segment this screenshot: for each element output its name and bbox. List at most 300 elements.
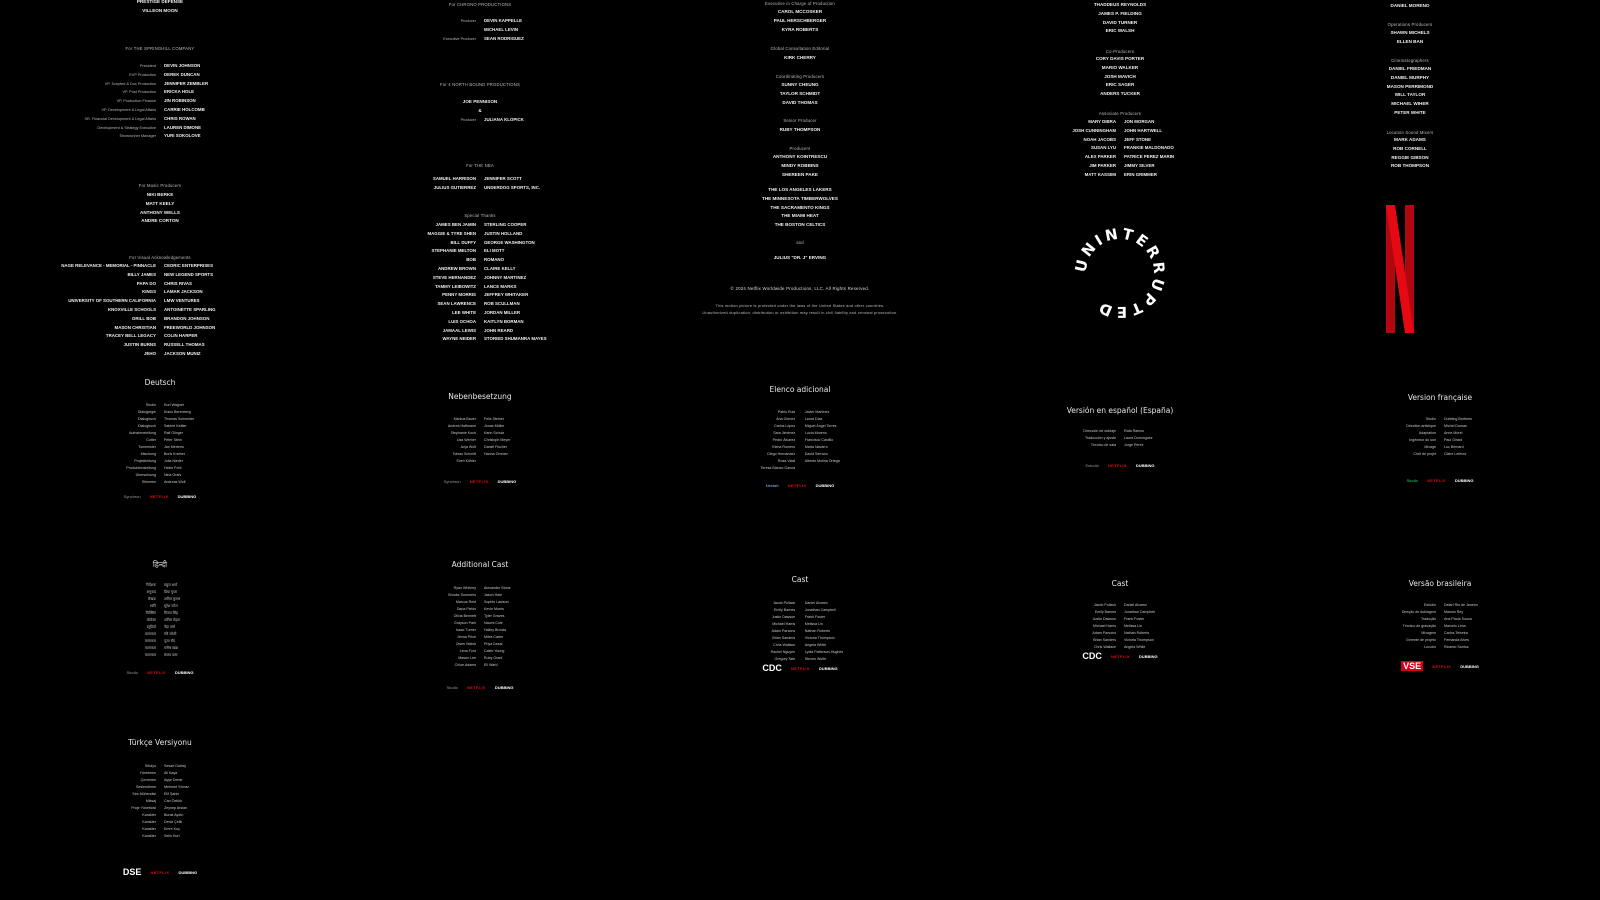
credit-name: Victoria Thompson (1124, 638, 1154, 642)
dub-card-title: Versão brasileira (1408, 579, 1472, 588)
credit-name: Michael Harris (1093, 624, 1116, 628)
credit-name: LEE WHITE (452, 309, 476, 315)
credit-row (60, 132, 260, 141)
dub-row (60, 763, 260, 770)
dub-card-title: Türkçe Versiyonu (128, 738, 192, 747)
dub-row (60, 451, 260, 458)
dub-row (60, 479, 260, 486)
credit-name: Ana Paula Souza (1444, 617, 1472, 621)
credit-row (60, 262, 260, 271)
dub-row (60, 472, 260, 479)
credit-name: SAMUEL HARRISON (432, 176, 476, 181)
credit-name: NAGE RELEVANCE - MEMORIAL - PINNACLE (61, 263, 156, 268)
credit-name: Sara Jiménez (773, 431, 796, 435)
dub-row (680, 437, 920, 444)
dubbing-logo: DUBBING (494, 685, 514, 691)
role: Aufnahmeleitung (129, 431, 156, 435)
dub-row (680, 621, 920, 628)
dub-card-german-cast (380, 392, 580, 502)
studio-logo: Studio (1406, 478, 1418, 484)
credit-name: Laura Domínguez (1124, 436, 1153, 440)
dub-card-title: Deutsch (144, 378, 176, 387)
credit-name: Emre Koç (164, 827, 180, 831)
role: VP, Production Finance (116, 99, 156, 104)
name-list (1330, 2, 1490, 11)
credit-name: Sophie Lawson (484, 600, 509, 604)
name-list (60, 191, 260, 226)
credit-name: MICHAEL WIHER (1391, 101, 1429, 107)
studio-logo: CDC (762, 663, 782, 673)
section-heading: Producers (789, 146, 811, 151)
dub-card-turkish (60, 738, 260, 888)
role: Técnico de sala (1090, 443, 1116, 447)
dub-row (380, 423, 580, 430)
role: Produktionsleitung (126, 466, 156, 470)
credit-row (380, 291, 580, 300)
credit-name: ELI MOTT (484, 248, 505, 254)
credit-row (380, 221, 580, 230)
credit-name: NIKI BERKE (146, 192, 174, 197)
credit-name: Rachel Nguyen (770, 650, 796, 654)
dub-row (1020, 442, 1220, 449)
credit-name: Brian Sanders (1093, 638, 1116, 642)
credit-name: JUSTIN BURNS (123, 342, 156, 348)
dub-row (60, 437, 260, 444)
credit-row (60, 106, 260, 115)
credit-row (60, 315, 260, 324)
credit-name: STERLING COOPER (484, 222, 527, 227)
dub-row (380, 416, 580, 423)
dub-row (680, 423, 920, 430)
dub-row (680, 430, 920, 437)
section-heading: Special Thanks (464, 213, 496, 218)
credit-name: JOHN REARD (484, 327, 514, 333)
credit-name: विजय सिंह (164, 611, 178, 615)
dub-row (680, 465, 920, 472)
uninterrupted-logo (1065, 218, 1175, 328)
credit-name: JOHN HARTWELL (1124, 127, 1163, 133)
role: निर्देशक (145, 583, 156, 587)
credit-name: Ayşe Demir (164, 778, 183, 782)
dub-card-portuguese (1340, 579, 1540, 689)
role: Tradução (1420, 617, 1436, 621)
credit-name: Brian Sanders (772, 636, 796, 640)
credit-name: ERIC SAGER (1105, 82, 1135, 88)
dub-row (380, 585, 580, 592)
dub-row (1020, 616, 1220, 623)
dub-row (380, 444, 580, 451)
credit-name: SHEREEN PAKE (782, 171, 818, 177)
dub-row (380, 620, 580, 627)
credit-name: JAMES BEN JAMIN (435, 222, 476, 227)
credit-name: Jan Mertens (164, 445, 184, 449)
netflix-logo: NETFLIX (149, 494, 169, 500)
credit-rows (60, 262, 260, 359)
credit-name: PENNY MORRIS (442, 292, 476, 298)
dub-row (380, 613, 580, 620)
credit-name: Zeynep Arslan (164, 806, 187, 810)
dub-row (1340, 630, 1540, 637)
role: Mischung (140, 452, 156, 456)
netflix-logo: NETFLIX (150, 869, 170, 875)
role: प्रोजेक्ट (146, 618, 156, 622)
credit-name: Heike Pohl (164, 466, 182, 470)
role: Showrunner Manager (119, 134, 156, 139)
section-heading: Co-Producers (1105, 49, 1135, 54)
credit-name: संजय दास (164, 653, 178, 657)
dubbing-logo: DUBBING (1138, 653, 1158, 659)
netflix-logo: NETFLIX (146, 670, 166, 676)
role: Stimmen (141, 480, 156, 484)
credit-name: COLIN HARPER (164, 333, 198, 339)
dub-row (60, 624, 260, 631)
credit-name: Grayson Park (454, 621, 476, 625)
credit-name: JAMES P. FIELDING (1098, 10, 1142, 16)
dub-logos (380, 685, 580, 690)
studio-logo: CDC (1082, 651, 1102, 661)
dub-row (60, 819, 260, 826)
dub-card-spanish-cast (680, 385, 920, 510)
credit-name: ERICKA HOLE (164, 89, 195, 95)
credit-name: Lena Ford (459, 649, 476, 653)
name-list (1330, 65, 1490, 118)
dub-row (60, 402, 260, 409)
dub-credit-rows (60, 402, 260, 486)
section-heading: For THE SPRINGHILL COMPANY (125, 46, 195, 51)
credit-name: Tobias Schmitt (452, 452, 476, 456)
dub-row (60, 589, 260, 596)
credit-name: Nathan Roberts (1124, 631, 1150, 635)
dub-row (380, 599, 580, 606)
credit-row (1020, 144, 1220, 153)
role: Seslendirme (136, 785, 156, 789)
credit-name: FRANKIE MALDONADO (1124, 145, 1174, 151)
credit-name: DANIEL MORENO (1390, 3, 1430, 8)
section-heading: Global Consultation Editorial (770, 46, 830, 51)
dub-row (1340, 430, 1540, 437)
credit-name: Diego Hernández (767, 452, 796, 456)
credit-name: DEREK DUNCAN (164, 71, 200, 77)
credit-row (60, 341, 260, 350)
credit-row (1020, 171, 1220, 180)
role: Çevirmen (140, 778, 156, 782)
credit-name: Emily Barnes (1094, 610, 1116, 614)
credit-name: Ana Gómez (776, 417, 796, 421)
dub-row (1340, 623, 1540, 630)
credit-name: UNDERDOG SPORTS, INC. (484, 184, 541, 190)
credit-name: प्रिया गुप्ता (164, 590, 178, 594)
credit-name: Miles Carter (484, 635, 504, 639)
dub-row (60, 416, 260, 423)
credit-name: Daniel Fischer (484, 445, 507, 449)
dub-row (680, 444, 920, 451)
credit-name: JUSTIN HOLLAND (484, 230, 523, 236)
dub-card-french (1340, 393, 1540, 503)
credit-name: Pablo Ruiz (777, 410, 796, 414)
studio-logo: Nextart (765, 483, 779, 489)
dub-row (380, 627, 580, 634)
dub-row (60, 826, 260, 833)
role: Karakter (142, 834, 156, 838)
credit-name: CHRIS RIVAS (164, 280, 192, 286)
name-list (1330, 136, 1490, 171)
credit-rows (380, 116, 580, 125)
name-list (680, 254, 920, 263)
credit-name: SEAN RODRIGUEZ (484, 35, 524, 41)
credit-name: Daniel Alvarez (804, 601, 828, 605)
credit-name: THE BOSTON CELTICS (774, 222, 826, 228)
legal-notice-1: This motion picture is protected under the laws of the United States and other countries. (715, 303, 885, 308)
dub-row (680, 656, 920, 663)
credit-name: Caleb Young (484, 649, 505, 653)
credit-name: Lucía Moreno (804, 431, 827, 435)
credit-name: Carlos López (774, 424, 796, 428)
dubbing-logo: DUBBING (174, 670, 194, 676)
credit-name: PAPA DO (136, 280, 156, 286)
role: Übersetzung (135, 473, 156, 477)
credit-name: Marcelo Lima (1444, 624, 1466, 628)
credit-name: Javier Martínez (804, 410, 830, 414)
dub-row (680, 416, 920, 423)
credit-name: अनिल मेहता (164, 618, 181, 622)
credit-name: Pedro Álvarez (772, 438, 796, 442)
credit-name: MICHAEL LEVIN (484, 26, 519, 32)
role: कलाकार (144, 632, 156, 636)
credit-name: Sabine Kettler (164, 424, 187, 428)
credit-name: Emily Barnes (774, 608, 796, 612)
credit-name: ANTHONY WELLS (140, 209, 180, 215)
credit-name: JAMAAL LEWIS (442, 327, 476, 333)
role: EVP Production (129, 72, 156, 77)
credit-row (380, 256, 580, 265)
role: Direction artistique (1406, 424, 1436, 428)
dub-row (1340, 637, 1540, 644)
credit-name: JON MORGAN (1124, 119, 1155, 124)
credit-name: Tyler Graves (484, 614, 505, 618)
credit-name: ANTOINETTE SPARLING (164, 306, 216, 312)
credit-name: Deniz Çelik (164, 820, 183, 824)
credit-name: JOSH CUNNINGHAM (1072, 127, 1116, 133)
credit-name: Alexander Stone (484, 586, 511, 590)
dub-row (60, 777, 260, 784)
credit-name: JOHNNY MARTINEZ (484, 274, 527, 280)
dubbing-logo: DUBBING (1460, 663, 1479, 669)
credit-name: TRACEY BELL LEGACY (105, 333, 156, 339)
credit-name: Nathan Roberts (804, 629, 830, 633)
credit-name: ERIN GRIMMER (1124, 171, 1157, 177)
credit-row (380, 35, 580, 44)
credit-name: Owen Walsh (455, 642, 476, 646)
credit-name: SHAWN MICHELS (1390, 30, 1430, 35)
credit-name: Olivia Bennett (453, 614, 476, 618)
credit-name: KNOXVILLE SCHOOLS (107, 306, 156, 312)
credit-row (380, 283, 580, 292)
credit-name: Mehmet Yılmaz (164, 785, 189, 789)
credit-name: KYRA ROBERTS (781, 26, 819, 32)
dub-row (1340, 437, 1540, 444)
role: Proje Yöneticisi (131, 806, 156, 810)
role: Cutter (146, 438, 156, 442)
credit-name: RUSSELL THOMAS (164, 342, 205, 348)
dub-row (1020, 637, 1220, 644)
dub-row (1340, 416, 1540, 423)
credit-name: रवि जोशी (164, 632, 177, 636)
role: Stüdyo (144, 764, 156, 768)
name-list (380, 98, 580, 116)
role: Direção de dublagem (1401, 610, 1436, 614)
dub-row (60, 603, 260, 610)
top-names (60, 0, 260, 16)
role: Dialogbuch (138, 424, 156, 428)
role: Mixagem (1421, 631, 1436, 635)
netflix-logo: NETFLIX (1107, 463, 1127, 469)
credit-name: Selin Kurt (164, 834, 180, 838)
dub-card-title: Version française (1407, 393, 1473, 402)
credit-name: Anne Morel (1444, 431, 1463, 435)
credit-name: MAGGIE & TYRE SHEN (427, 230, 476, 236)
ampersand: & (478, 107, 482, 113)
credit-row (380, 300, 580, 309)
section-heading: For Visual Acknowledgements (129, 255, 191, 260)
credit-name: JOSH MAVICH (1104, 73, 1136, 79)
credit-row (60, 71, 260, 80)
credit-name: Justin Dawson (771, 615, 796, 619)
credit-name: Michel Dumas (1444, 424, 1467, 428)
credit-row (380, 116, 580, 125)
netflix-logo: NETFLIX (791, 665, 810, 671)
credit-name: Jacob Pollack (1093, 603, 1116, 607)
credit-name: PATRICE PEREZ MARIN (1124, 154, 1175, 160)
name-list (680, 81, 920, 107)
dub-row (680, 642, 920, 649)
credit-name: DANIEL FRIEDMAN (1388, 66, 1432, 71)
dub-row (60, 770, 260, 777)
credit-name: MARK ADAMS (1394, 137, 1426, 142)
dubbing-logo: DUBBING (818, 665, 838, 671)
credit-name: Ruby Grant (484, 656, 503, 660)
dub-row (380, 592, 580, 599)
credit-rows (1020, 118, 1220, 180)
name-list (680, 153, 920, 179)
credit-name: SEAN LAWRENCE (437, 301, 476, 307)
credit-name: Angela White (804, 643, 827, 647)
credit-row (1020, 153, 1220, 162)
dub-card-cast-1 (680, 575, 920, 685)
credit-name: Kurt Wagner (164, 403, 185, 407)
credit-name: Jason Hale (484, 593, 502, 597)
role: कलाकार (144, 639, 156, 643)
credit-name: Victoria Thompson (804, 636, 835, 640)
credit-row (380, 17, 580, 26)
dub-credit-rows (680, 600, 920, 663)
credit-row (60, 350, 260, 359)
credit-name: DEVIN KAPPELLE (484, 18, 523, 23)
dub-credit-rows (1340, 416, 1540, 458)
role: मिक्सिंग (145, 611, 156, 615)
credit-name: CEDRIC ENTERPRISES (164, 263, 214, 268)
dub-row (1020, 609, 1220, 616)
credit-name: Dubbing Brothers (1444, 417, 1472, 421)
dub-row (380, 634, 580, 641)
dub-row (60, 458, 260, 465)
credit-name: DANIEL MURPHY (1390, 74, 1430, 80)
role: Chef de projet (1413, 452, 1436, 456)
credit-name: THE SACRAMENTO KINGS (770, 204, 830, 210)
credit-name: ANTHONY KOINTRESCU (772, 154, 828, 159)
credit-name: नेहा वर्मा (164, 625, 175, 629)
dubbing-logo: DUBBING (815, 483, 835, 489)
credit-name: Luc Bernard (1444, 445, 1464, 449)
credits-panel-5 (1330, 0, 1490, 360)
credit-name: Priya Desai (484, 642, 503, 646)
credit-row (1020, 136, 1220, 145)
credit-name: Marta Navarro (804, 445, 828, 449)
dub-row (380, 451, 580, 458)
role: Adaptation (1418, 431, 1436, 435)
credit-name: THE LOS ANGELES LAKERS (768, 187, 832, 192)
role: SR. Financial Development & Legal Affairs (84, 116, 156, 121)
credit-name: VILLEON MOON (142, 7, 178, 13)
dubbing-logo: DUBBING (178, 869, 198, 875)
credit-name: PAUL HERSCHBERGER (773, 17, 827, 23)
dub-row (380, 437, 580, 444)
role: VP, Post Production (122, 90, 156, 95)
credit-row (380, 175, 580, 184)
credit-name: Frank Foster (1124, 617, 1145, 621)
credit-name: ANDREW BROWN (437, 265, 476, 271)
credit-name: Ali Kaya (164, 771, 178, 775)
role: कलाकार (144, 653, 156, 657)
name-list (680, 8, 920, 34)
dubbing-logo: DUBBING (1135, 463, 1155, 469)
credit-name: Laura Díaz (804, 417, 823, 421)
dub-row (1020, 602, 1220, 609)
dub-credit-rows (60, 582, 260, 659)
studio-logo: Studio (446, 685, 458, 691)
name-list (1020, 55, 1220, 99)
dubbing-logo: DUBBING (497, 479, 517, 485)
dub-row (60, 784, 260, 791)
dub-logos (1340, 478, 1540, 483)
dub-card-title: Cast (791, 575, 809, 584)
credit-row (60, 62, 260, 71)
dub-row (60, 409, 260, 416)
role: Yönetmen (139, 771, 156, 775)
dub-credit-rows (680, 409, 920, 472)
dub-card-hindi (60, 560, 260, 700)
credit-name: Frank Foster (804, 615, 826, 619)
credit-name: TAMMY LEIBOWITZ (434, 283, 476, 289)
dub-row (60, 798, 260, 805)
credit-name: Jorge Pérez (1124, 443, 1144, 447)
credit-name: Thomas Schneider (164, 417, 195, 421)
credit-name: Karin Schulz (484, 431, 505, 435)
credit-name: Melissa Lin (804, 622, 823, 626)
credit-name: CAROL MCCOSKER (777, 9, 823, 14)
credit-row (60, 324, 260, 333)
credit-name: Angela White (1124, 645, 1146, 649)
dubbing-logo: DUBBING (177, 494, 197, 500)
credit-name: Francisco Castillo (804, 438, 834, 442)
credit-name: BRANDON JOHNSON (164, 315, 210, 321)
dub-row (1340, 609, 1540, 616)
studio-logo: Synchron (123, 494, 141, 500)
dub-row (60, 465, 260, 472)
section-heading: For Music Producers (138, 183, 182, 188)
credit-name: Julia Nieder (164, 459, 183, 463)
section-heading: Coordinating Producers (775, 74, 825, 79)
studio-logo: Synchron (443, 479, 461, 485)
